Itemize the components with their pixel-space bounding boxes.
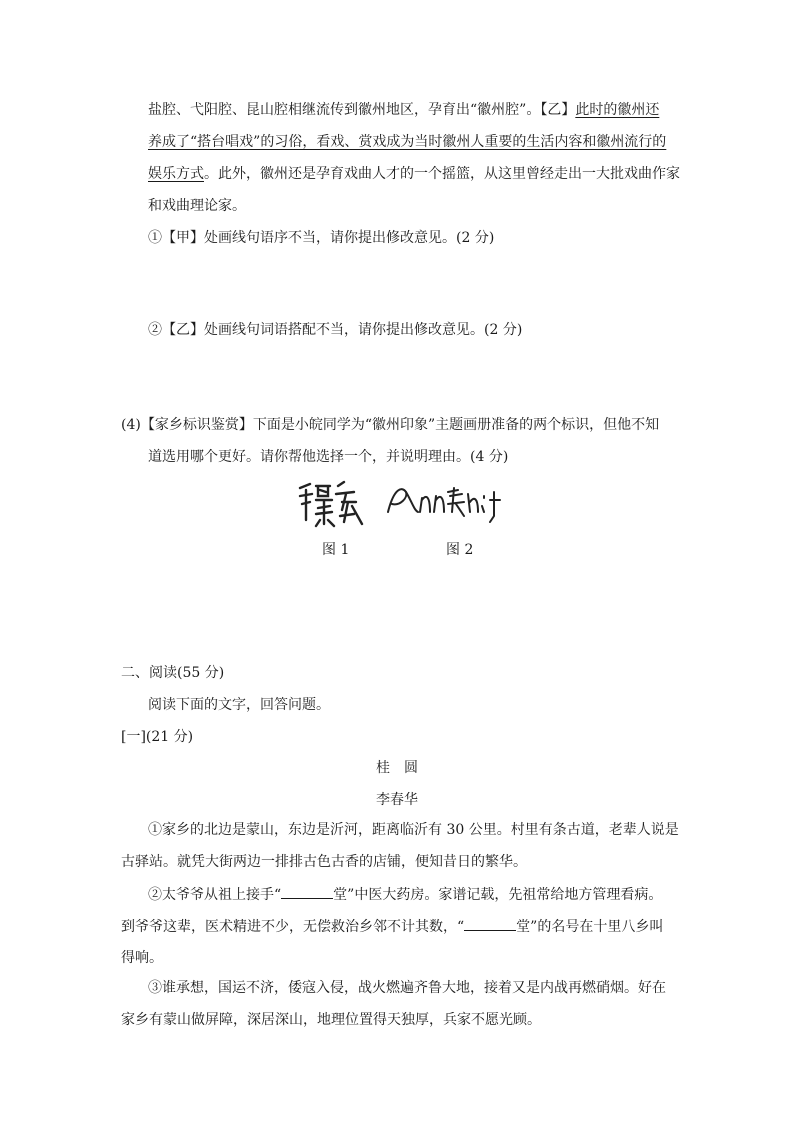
fill-blank: [464, 916, 516, 931]
text: 堂”的名号在十里八乡叫: [516, 919, 664, 935]
article-paragraph-2-line-1: [148, 884, 662, 905]
article-paragraph-1-line-2: 古驿站。就凭大街两边一排排古色古香的店铺，便知昔日的繁华。: [121, 854, 527, 870]
article-author: 李春华: [376, 792, 418, 808]
text: ②太爷爷从祖上接手“: [148, 887, 282, 903]
article-paragraph-2-line-2: [121, 916, 663, 937]
question-4-line1: (4)【家乡标识鉴赏】下面是小皖同学为“徽州印象”主题画册准备的两个标识，但他不知: [121, 417, 660, 433]
figure-1-caption: 图 1: [322, 542, 350, 558]
instruction: 阅读下面的文字，回答问题。: [148, 697, 330, 713]
article-title: 桂 圆: [376, 760, 418, 776]
article-paragraph-2-line-3: 得响。: [121, 950, 163, 966]
article-paragraph-1-line-1: ①家乡的北边是蒙山，东边是沂河，距离临沂有 30 公里。村里有条古道，老辈人说是: [148, 822, 679, 838]
part-label: [一](21 分): [121, 729, 194, 745]
logo-figure-2: [384, 482, 502, 524]
logo-figure-1: [296, 480, 366, 528]
paragraph-line: 养成了“搭台唱戏”的习俗，看戏、赏戏成为当时徽州人重要的生活内容和徽州流行的: [148, 134, 667, 150]
article-paragraph-3-line-1: ③谁承想，国运不济，倭寇入侵，战火燃遍齐鲁大地，接着又是内战再燃硝烟。好在: [148, 980, 666, 996]
paragraph-line: 和戏曲理论家。: [148, 198, 246, 214]
paragraph-line: [148, 100, 659, 120]
underlined-text: 娱乐方式: [148, 166, 204, 182]
anhui-script-logo: [384, 482, 502, 524]
fill-blank: [281, 884, 333, 899]
underlined-text: 此时的徽州还: [575, 102, 660, 118]
text: 到爷爷这辈，医术精进不少，无偿救治乡邻不计其数，“: [121, 919, 465, 935]
huizhou-calligraphy-logo: [296, 480, 366, 528]
paragraph-line: [148, 164, 680, 184]
article-paragraph-3-line-2: 家乡有蒙山做屏障，深居深山，地理位置得天独厚，兵家不愿光顾。: [121, 1012, 541, 1028]
marker-yi: 【乙】: [540, 102, 576, 118]
text: 盐腔、弋阳腔、昆山腔相继流传到徽州地区，孕育出“徽州腔”。: [148, 102, 541, 118]
text: 堂”中医大药房。家谱记载，先祖常给地方管理看病。: [333, 887, 663, 903]
section-heading: 二、阅读(55 分): [121, 665, 225, 681]
question-2: ②【乙】处画线句词语搭配不当，请你提出修改意见。(2 分): [148, 322, 523, 338]
question-1: ①【甲】处画线句语序不当，请你提出修改意见。(2 分): [148, 230, 495, 246]
question-4-line2: 道选用哪个更好。请你帮他选择一个，并说明理由。(4 分): [148, 449, 509, 465]
figure-2-caption: 图 2: [446, 542, 474, 558]
text: 。此外，徽州还是孕育戏曲人才的一个摇篮，从这里曾经走出一大批戏曲作家: [204, 166, 680, 182]
